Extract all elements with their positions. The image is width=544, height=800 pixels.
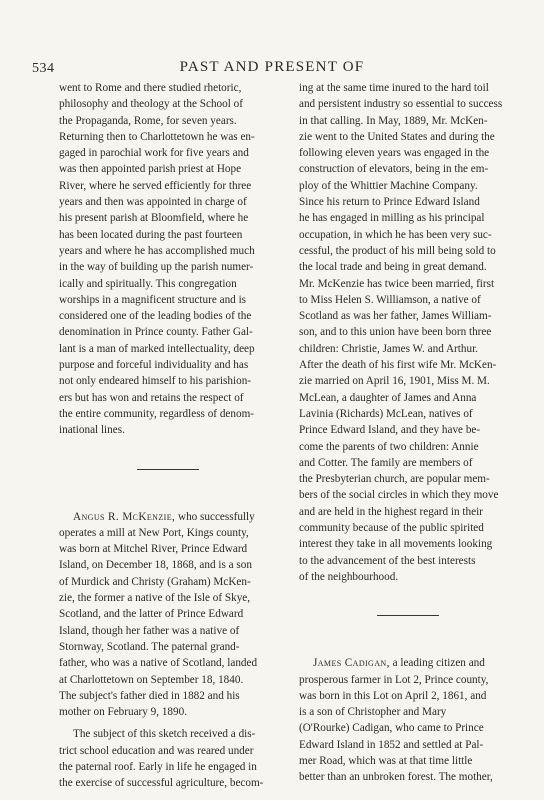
text-line: years and where he has accomplished much [59,244,255,257]
text-line: following eleven years was engaged in the [299,147,490,160]
text-line: father, who was a native of Scotland, landed [59,657,258,670]
text-line: Scotland as was her father, James William- [299,310,492,323]
text-line: After the death of his first wife Mr. McKen- [299,359,497,372]
text-line: ploy of the Whittier Machine Company. [299,179,478,192]
text-line: ically and spiritually. This congregation [59,277,237,290]
text-line: to Miss Helen S. Williamson, a native of [299,293,481,306]
text-line: Returning then to Charlottetown he was en- [59,130,255,143]
text-line: philosophy and theology at the School of [59,98,243,111]
text-line: he has engaged in milling as his principal [299,212,485,225]
text-line: Stornway, Scotland. The paternal grand- [59,640,240,653]
text-line: trict school education and was reared under [59,744,254,757]
text-line: operates a mill at New Port, Kings county, [59,526,249,539]
text-line: better than an unbroken forest. The mother, [299,771,493,784]
text-line: son, and to this union have been born three [299,326,492,339]
text-line: was born at Mitchel River, Prince Edward [59,543,248,556]
text-line: the Presbyterian church, are popular mem- [299,473,490,486]
subject-name: James Cadigan, [313,657,390,670]
text-line: lant is a man of marked intellectuality, deep [59,342,255,355]
text-line: zie married on April 16, 1901, Miss M. M. [299,375,490,388]
paragraph-mckenzie-education [59,726,277,791]
text-line: the exercise of successful agriculture, becom- [59,777,264,790]
text-line: occupation, in which he has been very suc- [299,228,492,241]
text-line: and are held in the highest regard in their [299,505,483,518]
text-line: construction of elevators, being in the em- [299,163,489,176]
text-line: Prince Edward Island, and they have be- [299,424,481,437]
paragraph-mckenzie-career [299,80,517,585]
text-line [299,655,517,671]
text-line: worships in a magnificent structure and is [59,293,247,306]
text-line: cessful, the product of his mill being sold to [299,244,496,257]
text-line: considered one of the leading bodies of the [59,310,252,323]
text-line: bers of the social circles in which they move [299,489,499,502]
text-line: zie went to the United States and during the [299,130,495,143]
left-column [59,80,277,792]
text-line: has been located during the past fourteen [59,228,243,241]
text-line: was born in this Lot on April 2, 1861, and [299,689,487,702]
text-fragment: who successfully [175,510,255,523]
text-line: and Cotter. The family are members of [299,456,473,469]
paragraph-gallant-career [59,80,277,439]
subject-name: Angus R. McKenzie, [73,510,176,523]
text-line: gaged in parochial work for five years and [59,147,249,160]
text-line: Scotland, and the latter of Prince Edward [59,608,244,621]
text-line: zie, the former a native of the Isle of Skye, [59,592,251,605]
paragraph-cadigan-bio [299,655,517,785]
text-line: River, where he served efficiently for three [59,179,252,192]
text-line: of Murdick and Christy (Graham) McKen- [59,575,251,588]
page-number: 534 [32,61,55,76]
text-line: Mr. McKenzie has twice been married, first [299,277,495,290]
text-line: at Charlottetown on September 18, 1840. [59,673,244,686]
text-line: the Propaganda, Rome, for seven years. [59,114,237,127]
text-line: ers but has won and retains the respect of [59,391,244,404]
text-line: community because of the public spirited [299,522,484,535]
text-line: of the neighbourhood. [299,570,399,583]
right-column [299,80,517,786]
text-line: ing at the same time inured to the hard toil [299,82,489,94]
text-line: The subject's father died in 1882 and his [59,689,240,702]
text-line: his present parish at Bloomfield, where he [59,212,249,225]
text-line: prosperous farmer in Lot 2, Prince county, [299,673,489,686]
text-line: Island, on December 18, 1868, and is a son [59,559,252,572]
text-line: is a son of Christopher and Mary [299,706,447,719]
text-line: the paternal roof. Early in life he engaged in [59,760,257,773]
text-line: denomination in Prince county. Father Gal- [59,326,253,339]
text-line: was then appointed parish priest at Hope [59,163,242,176]
text-line: not only endeared himself to his parishion- [59,375,252,388]
text-line: Island, though her father was a native of [59,624,240,637]
text-line: years and then was appointed in charge of [59,196,247,209]
text-line: in that calling. In May, 1889, Mr. McKen- [299,114,488,127]
text-line: mother on February 9, 1890. [59,706,188,719]
text-line: (O'Rourke) Cadigan, who came to Prince [299,722,484,735]
text-line [59,509,277,525]
text-line: Edward Island in 1852 and settled at Pal- [299,738,484,751]
text-line: come the parents of two children: Annie [299,440,479,453]
text-line: and persistent industry so essential to success [299,98,503,111]
text-line: McLean, a daughter of James and Anna [299,391,477,404]
text-fragment: a leading citizen and [389,657,485,670]
text-line: mer Road, which was at that time little [299,754,473,767]
text-line: Since his return to Prince Edward Island [299,196,480,209]
text-line: went to Rome and there studied rhetoric, [59,82,242,94]
text-line: Lavinia (Richards) McLean, natives of [299,407,473,420]
text-line: children: Christie, James W. and Arthur. [299,342,478,355]
text-line: The subject of this sketch received a dis- [73,728,256,741]
text-line: the local trade and being in great demand. [299,261,487,274]
text-line: the entire community, regardless of denom- [59,407,254,420]
text-line: interest they take in all movements looking [299,538,493,551]
text-line: purpose and forceful individuality and has [59,359,249,372]
text-line: inational lines. [59,424,125,437]
running-head: PAST AND PRESENT OF [179,59,365,75]
text-line: to the advancement of the best interests [299,554,476,567]
paragraph-mckenzie-bio [59,509,277,721]
text-line: in the way of building up the parish numer- [59,261,254,274]
